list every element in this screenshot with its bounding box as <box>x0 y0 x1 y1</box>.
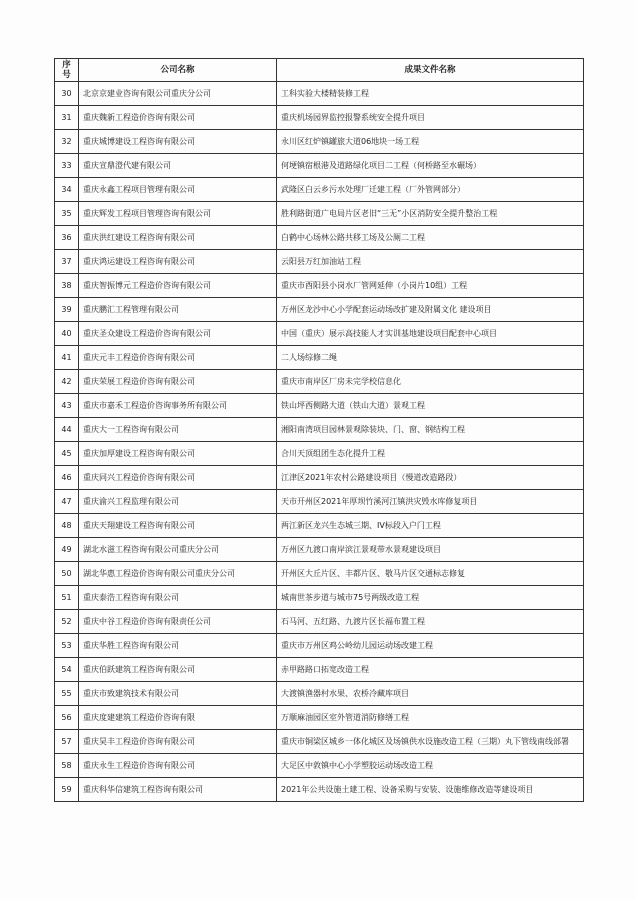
serial-number-cell: 57 <box>55 730 79 754</box>
serial-number-cell: 38 <box>55 274 79 298</box>
company-name-cell: 重庆魏新工程造价咨询有限公司 <box>79 106 277 130</box>
serial-number-cell: 36 <box>55 226 79 250</box>
table-row <box>55 82 584 106</box>
serial-number-cell: 50 <box>55 562 79 586</box>
company-name-cell: 重庆城博建设工程咨询有限公司 <box>79 130 277 154</box>
project-name-cell: 白鹤中心场林公路共移工场及公厕二工程 <box>277 226 584 250</box>
company-name-cell: 重庆荣展工程造价咨询有限公司 <box>79 370 277 394</box>
table-row <box>55 202 584 226</box>
project-name-cell: 万顺麻油园区室外管道消防修缮工程 <box>277 706 584 730</box>
company-name-cell: 重庆辉发工程项目管理咨询有限公司 <box>79 202 277 226</box>
project-name-cell: 胜利路街道广电局片区老旧“三无”小区消防安全提升整治工程 <box>277 202 584 226</box>
company-name-cell: 重庆泰浩工程咨询有限公司 <box>79 586 277 610</box>
company-name-cell: 重庆洪红建设工程咨询有限公司 <box>79 226 277 250</box>
company-name-cell: 重庆市致建筑技术有限公司 <box>79 682 277 706</box>
results-table <box>54 58 584 802</box>
table-body <box>55 82 584 802</box>
company-name-cell: 重庆渝兴工程监理有限公司 <box>79 490 277 514</box>
serial-number-cell: 53 <box>55 634 79 658</box>
company-name-cell: 重庆大一工程咨询有限公司 <box>79 418 277 442</box>
project-name-cell: 重庆市铜梁区城乡一体化城区及场镇供水设施改造工程（三期）丸下管线南线部署 <box>277 730 584 754</box>
serial-number-cell: 51 <box>55 586 79 610</box>
project-name-cell: 天市开州区2021年厚坝竹溪河江镇洪灾毁水库修复项目 <box>277 490 584 514</box>
company-name-cell: 重庆鸿运建设工程咨询有限公司 <box>79 250 277 274</box>
serial-number-cell: 54 <box>55 658 79 682</box>
table-row <box>55 466 584 490</box>
table-row <box>55 178 584 202</box>
project-name-cell: 2021年公共设施土建工程、设备采购与安装、设施维修改造等建设项目 <box>277 778 584 802</box>
serial-number-cell: 31 <box>55 106 79 130</box>
table-row <box>55 610 584 634</box>
serial-number-cell: 49 <box>55 538 79 562</box>
table-row <box>55 346 584 370</box>
project-name-cell: 云阳县万红加油站工程 <box>277 250 584 274</box>
serial-number-cell: 34 <box>55 178 79 202</box>
company-name-cell: 重庆加厚建设工程咨询有限公司 <box>79 442 277 466</box>
company-name-cell: 重庆智振博元工程造价咨询有限公司 <box>79 274 277 298</box>
table-row <box>55 418 584 442</box>
serial-number-cell: 45 <box>55 442 79 466</box>
company-name-cell: 重庆圣众建设工程造价咨询有限公司 <box>79 322 277 346</box>
serial-number-cell: 52 <box>55 610 79 634</box>
table-row <box>55 226 584 250</box>
table-row <box>55 658 584 682</box>
header-company-name: 公司名称 <box>79 59 277 82</box>
table-row <box>55 538 584 562</box>
serial-number-cell: 40 <box>55 322 79 346</box>
project-name-cell: 武隆区白云乡污水处理厂迁建工程（厂外管网部分） <box>277 178 584 202</box>
serial-number-cell: 46 <box>55 466 79 490</box>
company-name-cell: 重庆度建建筑工程造价咨询有限 <box>79 706 277 730</box>
table-row <box>55 562 584 586</box>
serial-number-cell: 41 <box>55 346 79 370</box>
company-name-cell: 重庆科华信建筑工程咨询有限公司 <box>79 778 277 802</box>
table-row <box>55 130 584 154</box>
company-name-cell: 北京京建业咨询有限公司重庆分公司 <box>79 82 277 106</box>
project-name-cell: 万州区龙沙中心小学配套运动场改扩建及附属文化 建设项目 <box>277 298 584 322</box>
table-row <box>55 442 584 466</box>
company-name-cell: 重庆昊丰工程造价咨询有限公司 <box>79 730 277 754</box>
project-name-cell: 铁山坪西侧路大道（铁山大道）景观工程 <box>277 394 584 418</box>
serial-number-cell: 32 <box>55 130 79 154</box>
project-name-cell: 重庆市南岸区厂房未完学校信息化 <box>277 370 584 394</box>
company-name-cell: 重庆永鑫工程项目管理有限公司 <box>79 178 277 202</box>
table-row <box>55 586 584 610</box>
serial-number-cell: 56 <box>55 706 79 730</box>
table-row <box>55 370 584 394</box>
header-serial-number: 序号 <box>55 59 79 82</box>
table-row <box>55 730 584 754</box>
serial-number-cell: 48 <box>55 514 79 538</box>
project-name-cell: 万州区九渡口南岸滨江景观带水景观建设项目 <box>277 538 584 562</box>
company-name-cell: 重庆永生工程造价咨询有限公司 <box>79 754 277 778</box>
table-row <box>55 106 584 130</box>
serial-number-cell: 59 <box>55 778 79 802</box>
serial-number-cell: 47 <box>55 490 79 514</box>
project-name-cell: 大渡镇渔器村水果、农桥冷藏库项目 <box>277 682 584 706</box>
serial-number-cell: 37 <box>55 250 79 274</box>
company-name-cell: 重庆宣鼎澄代建有限公司 <box>79 154 277 178</box>
company-name-cell: 湖北水滋工程咨询有限公司重庆分公司 <box>79 538 277 562</box>
company-name-cell: 重庆元丰工程造价咨询有限公司 <box>79 346 277 370</box>
serial-number-cell: 42 <box>55 370 79 394</box>
table-row <box>55 754 584 778</box>
project-name-cell: 石马河、五红路、九渡片区长福布置工程 <box>277 610 584 634</box>
table-row <box>55 298 584 322</box>
table-row <box>55 706 584 730</box>
serial-number-cell: 43 <box>55 394 79 418</box>
company-name-cell: 湖北华惠工程造价咨询有限公司重庆分公司 <box>79 562 277 586</box>
serial-number-cell: 39 <box>55 298 79 322</box>
serial-number-cell: 55 <box>55 682 79 706</box>
project-name-cell: 二人场综修二绳 <box>277 346 584 370</box>
project-name-cell: 何埂镇宿根港及道路绿化项目二工程（何桥路至水碾场） <box>277 154 584 178</box>
project-name-cell: 重庆机场园界监控报警系统安全提升项目 <box>277 106 584 130</box>
table-row <box>55 154 584 178</box>
serial-number-cell: 35 <box>55 202 79 226</box>
project-name-cell: 永川区红炉镇罐旅大道06地块一场工程 <box>277 130 584 154</box>
company-name-cell: 重庆市嘉禾工程造价咨询事务所有限公司 <box>79 394 277 418</box>
table-row <box>55 634 584 658</box>
project-name-cell: 大足区中敦镇中心小学塑胶运动场改造工程 <box>277 754 584 778</box>
project-name-cell: 湘阳南湾项目园林景观除装块、门、窗、钢结构工程 <box>277 418 584 442</box>
project-name-cell: 城南世茶步道与城市75号两级改造工程 <box>277 586 584 610</box>
header-project-name: 成果文件名称 <box>277 59 584 82</box>
project-name-cell: 重庆市万州区鸡公岭幼儿园运动场改建工程 <box>277 634 584 658</box>
table-row <box>55 394 584 418</box>
project-name-cell: 重庆市酉阳县小岗水厂管网延伸（小岗片10组）工程 <box>277 274 584 298</box>
serial-number-cell: 58 <box>55 754 79 778</box>
table-row <box>55 778 584 802</box>
serial-number-cell: 44 <box>55 418 79 442</box>
company-name-cell: 重庆中谷工程造价咨询有限责任公司 <box>79 610 277 634</box>
serial-number-cell: 30 <box>55 82 79 106</box>
table-row <box>55 274 584 298</box>
project-name-cell: 工科实验大楼精装修工程 <box>277 82 584 106</box>
company-name-cell: 重庆伯跃建筑工程咨询有限公司 <box>79 658 277 682</box>
company-name-cell: 重庆华胜工程咨询有限公司 <box>79 634 277 658</box>
company-name-cell: 重庆天翔建设工程咨询有限公司 <box>79 514 277 538</box>
table-row <box>55 682 584 706</box>
company-name-cell: 重庆鹏汇工程管理有限公司 <box>79 298 277 322</box>
table-row <box>55 514 584 538</box>
company-name-cell: 重庆同兴工程造价咨询有限公司 <box>79 466 277 490</box>
table-row <box>55 490 584 514</box>
serial-number-cell: 33 <box>55 154 79 178</box>
project-name-cell: 中国（重庆）展示高技能人才实训基地建设项目配套中心项目 <box>277 322 584 346</box>
project-name-cell: 合川天顶组团生态化提升工程 <box>277 442 584 466</box>
project-name-cell: 江津区2021年农村公路建设项目（慢道改造路段） <box>277 466 584 490</box>
table-row <box>55 322 584 346</box>
project-name-cell: 开州区大丘片区、丰都片区、敬马片区交通标志修复 <box>277 562 584 586</box>
project-name-cell: 赤甲路路口拓宽改造工程 <box>277 658 584 682</box>
table-header-row <box>55 59 584 82</box>
project-name-cell: 两江新区龙兴生态城三期、IV标段入户门工程 <box>277 514 584 538</box>
table-row <box>55 250 584 274</box>
